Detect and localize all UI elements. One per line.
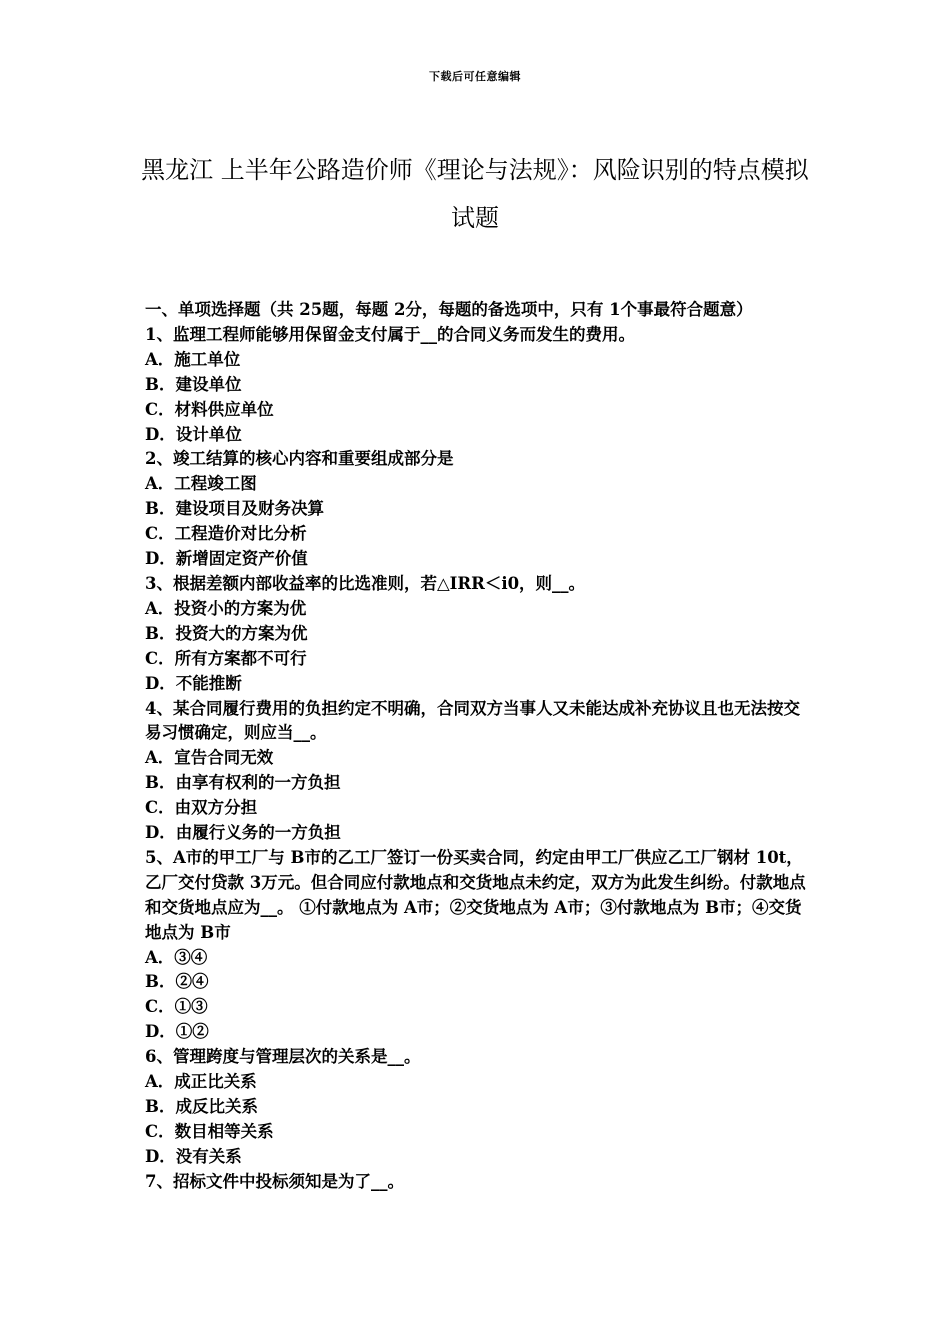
option-a: A．工程竣工图 (145, 474, 257, 494)
option-b: B．建设单位 (145, 374, 242, 394)
section-heading: 一、单项选择题（共 25题，每题 2分，每题的备选项中，只有 1个事最符合题意） (145, 300, 753, 319)
question-6 (145, 1045, 810, 1170)
option-c: C．数目相等关系 (145, 1121, 274, 1141)
question-stem: 3、根据差额内部收益率的比选准则，若△IRR＜i0，则__。 (145, 573, 586, 593)
question-5 (145, 846, 810, 1045)
question-7 (145, 1170, 810, 1195)
option-b: B．由享有权利的一方负担 (145, 773, 341, 793)
option-a: A．施工单位 (145, 349, 241, 369)
option-a: A．成正比关系 (145, 1072, 257, 1092)
option-b: B．成反比关系 (145, 1097, 258, 1116)
question-stem: 7、招标文件中投标须知是为了__。 (145, 1171, 404, 1191)
exam-content (145, 298, 810, 1195)
option-c: C．所有方案都不可行 (145, 648, 307, 668)
download-editable-note: 下载后可任意编辑 (429, 70, 521, 83)
question-stem: 2、竣工结算的核心内容和重要组成部分是 (145, 449, 454, 469)
option-b: B．②④ (145, 972, 209, 992)
option-a: A．宣告合同无效 (145, 748, 274, 768)
question-4 (145, 697, 810, 846)
option-c: C．由双方分担 (145, 798, 258, 818)
question-2 (145, 447, 810, 572)
option-a: A．投资小的方案为优 (145, 598, 307, 618)
option-d: D．由履行义务的一方负担 (145, 823, 341, 843)
option-d: D．①② (145, 1022, 209, 1042)
option-c: C．工程造价对比分析 (145, 524, 307, 544)
question-stem: 4、某合同履行费用的负担约定不明确，合同双方当事人又未能达成补充协议且也无法按交易习惯确定，则应当__。 (145, 698, 800, 743)
question-1 (145, 323, 810, 448)
option-c: C．①③ (145, 997, 208, 1017)
question-stem: 6、管理跨度与管理层次的关系是__。 (145, 1047, 421, 1067)
option-d: D．不能推断 (145, 673, 242, 693)
option-d: D．设计单位 (145, 424, 242, 444)
document-title: 黑龙江 上半年公路造价师《理论与法规》：风险识别的特点模拟试题 (141, 156, 809, 232)
question-stem: 1、监理工程师能够用保留金支付属于__的合同义务而发生的费用。 (145, 324, 635, 344)
option-d: D．新增固定资产价值 (145, 549, 308, 569)
option-b: B．建设项目及财务决算 (145, 499, 324, 519)
question-stem: 5、A市的甲工厂与 B市的乙工厂签订一份买卖合同，约定由甲工厂供应乙工厂钢材 10t，乙厂交付贷款 3万元。但合同应付款地点和交货地点未约定，双方为此发生纠纷。付款地点和交货地点应为__。 ①付款地点为 A市；②交货地点为 A市；③付款地点为 B市；④交货地点为 B市 (145, 847, 806, 942)
option-d: D．没有关系 (145, 1146, 242, 1166)
option-c: C．材料供应单位 (145, 399, 274, 419)
question-3 (145, 572, 810, 697)
option-b: B．投资大的方案为优 (145, 623, 308, 643)
option-a: A．③④ (145, 947, 208, 967)
